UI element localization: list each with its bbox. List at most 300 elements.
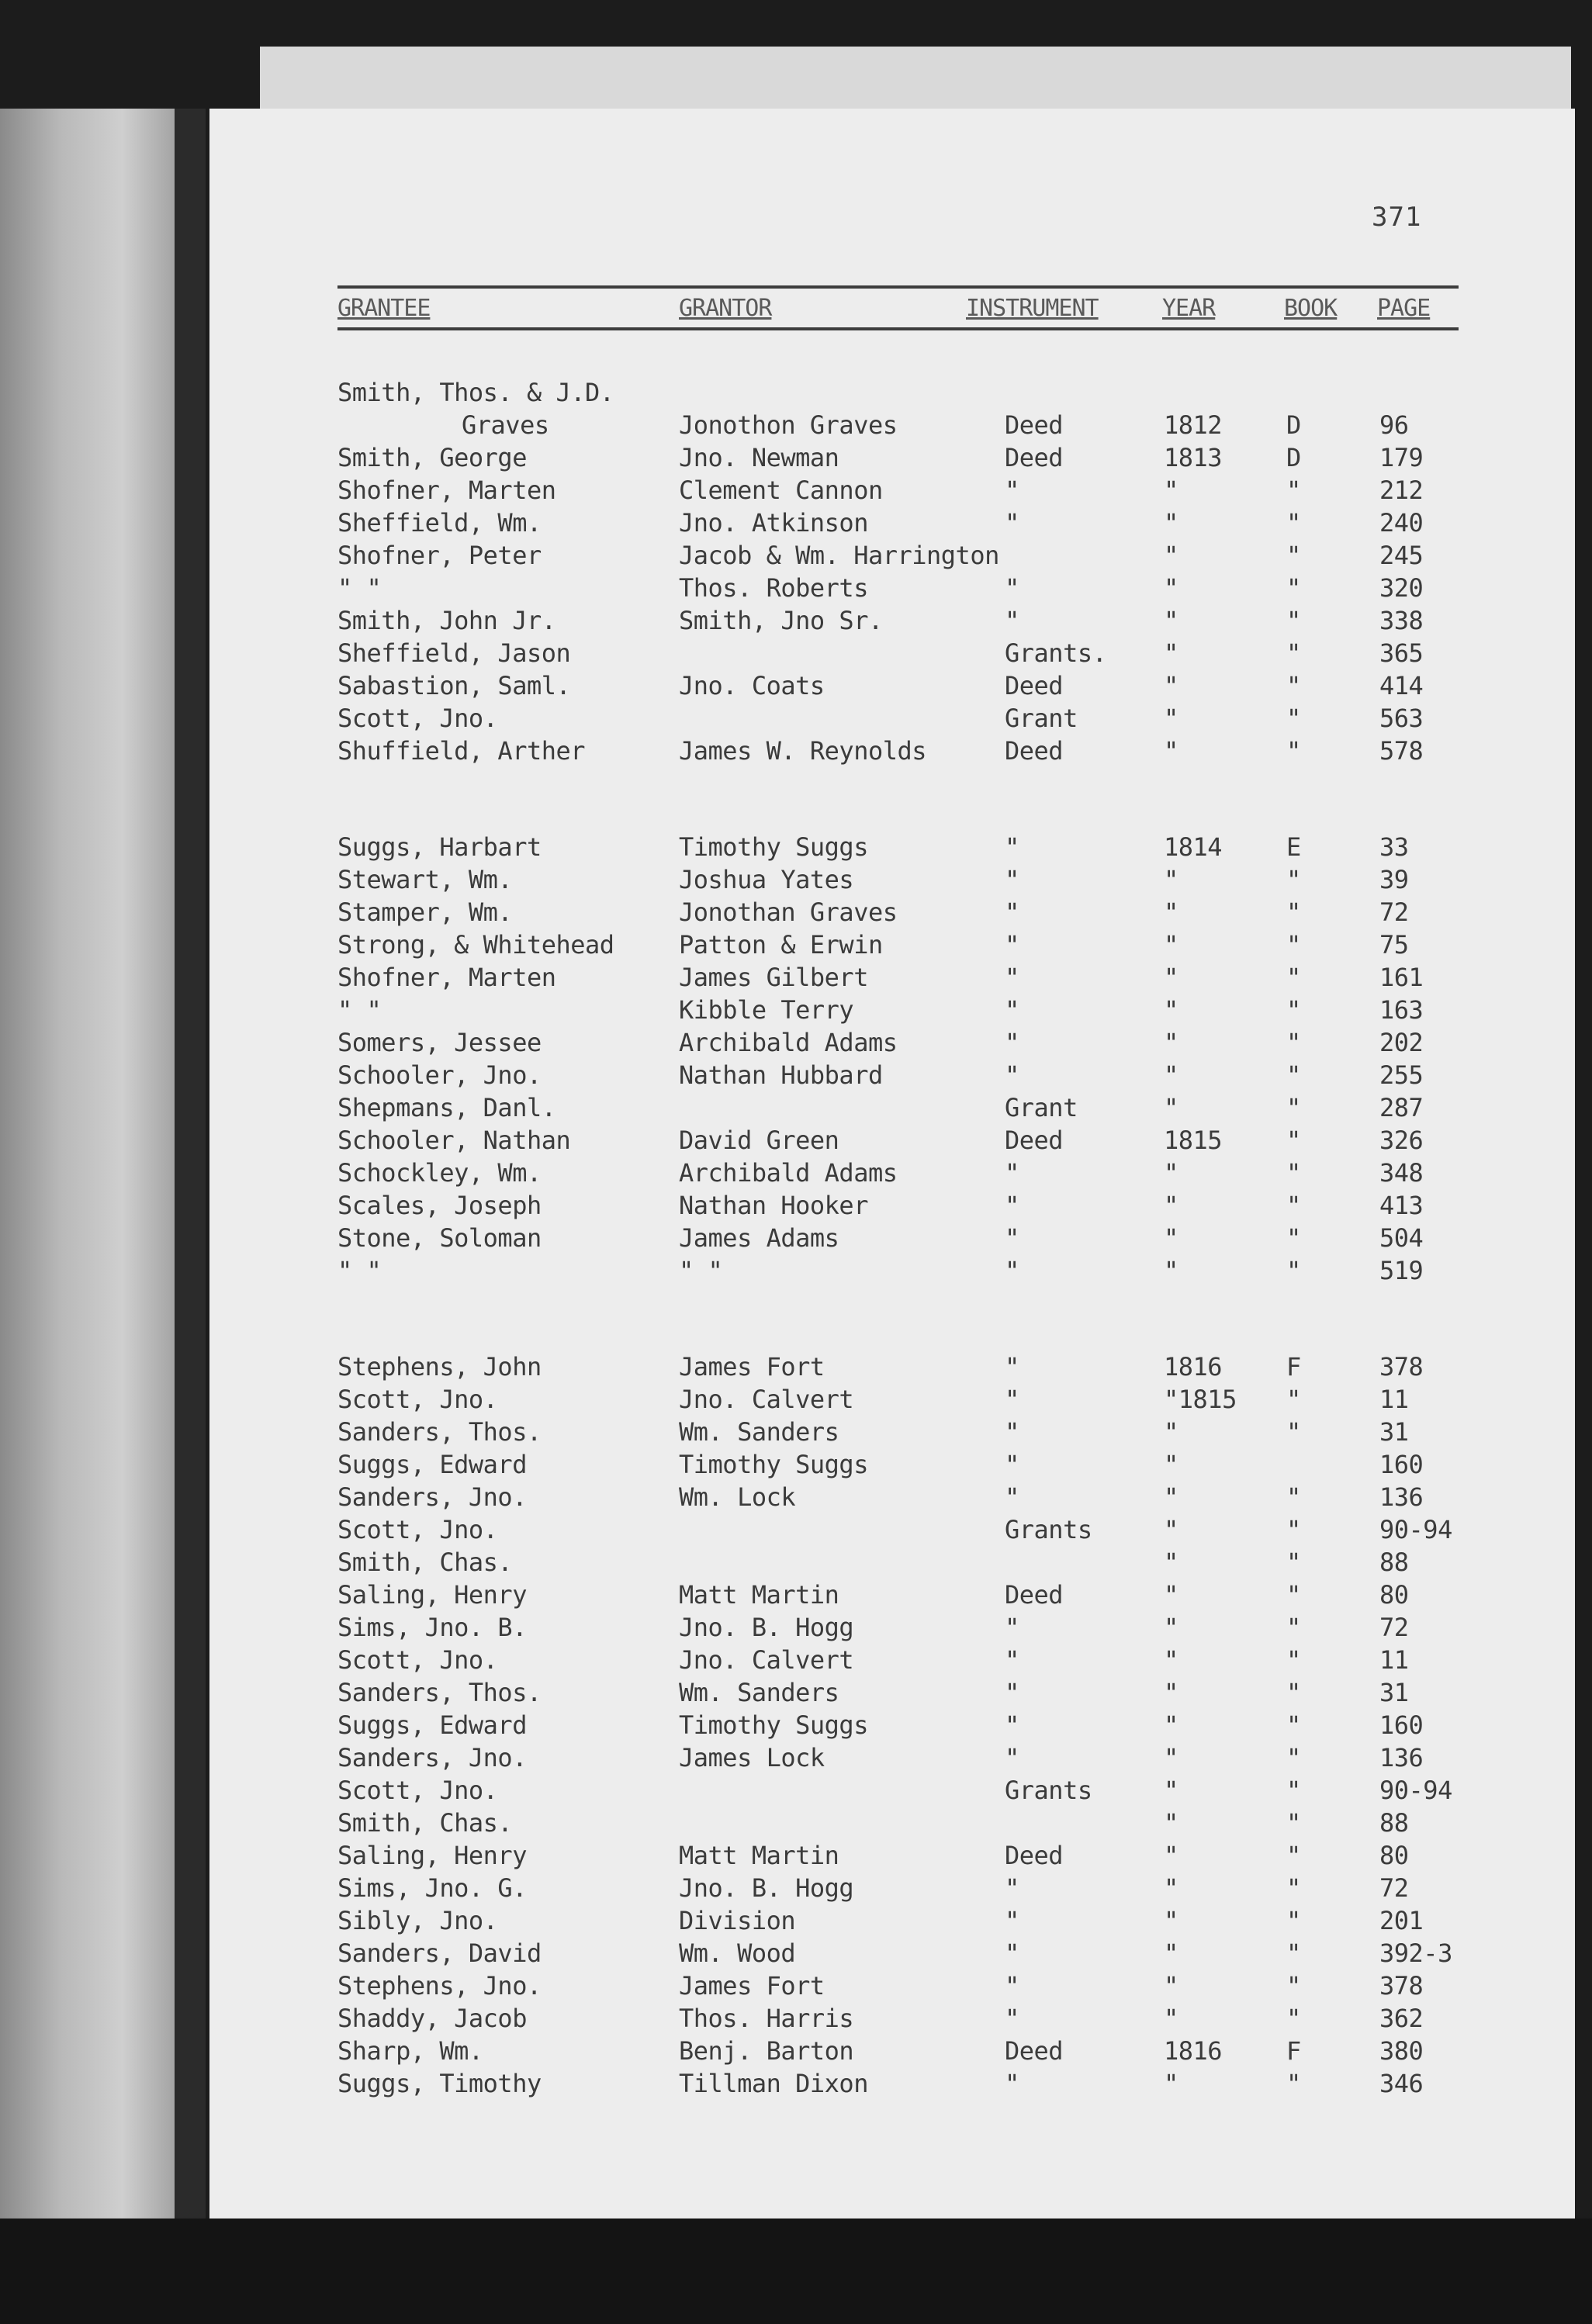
grantee-cell: Stamper, Wm. bbox=[337, 897, 513, 927]
table-row bbox=[209, 1741, 1575, 1774]
grantee-cell: Scott, Jno. bbox=[337, 704, 498, 733]
table-row bbox=[209, 1904, 1575, 1937]
book-cell: " bbox=[1286, 704, 1301, 733]
table-row bbox=[209, 604, 1575, 637]
grantor-cell: David Green bbox=[679, 1126, 839, 1155]
book-cell: " bbox=[1286, 1548, 1301, 1577]
grantee-cell: " " bbox=[337, 573, 382, 603]
book-cell: " bbox=[1286, 1873, 1301, 1903]
year-cell: " bbox=[1164, 1776, 1178, 1805]
book-cell: " bbox=[1286, 1223, 1301, 1253]
table-row bbox=[209, 507, 1575, 539]
grantor-cell: Timothy Suggs bbox=[679, 832, 868, 862]
year-cell: " bbox=[1164, 638, 1178, 668]
year-cell: " bbox=[1164, 2069, 1178, 2098]
table-row bbox=[209, 1189, 1575, 1222]
grantee-cell: Stewart, Wm. bbox=[337, 865, 513, 894]
grantor-cell: " " bbox=[679, 1256, 723, 1285]
year-cell: " bbox=[1164, 1678, 1178, 1707]
grantee-cell: Shofner, Marten bbox=[337, 476, 556, 505]
page-cell: 33 bbox=[1379, 832, 1409, 862]
table-row bbox=[209, 441, 1575, 474]
grantor-cell: Nathan Hubbard bbox=[679, 1060, 883, 1090]
grantor-cell: James W. Reynolds bbox=[679, 736, 927, 766]
page-cell: 160 bbox=[1379, 1710, 1424, 1740]
book-cell: " bbox=[1286, 1417, 1301, 1447]
grantee-cell: Sibly, Jno. bbox=[337, 1906, 498, 1935]
instrument-cell: " bbox=[1005, 1450, 1019, 1479]
grantor-cell: James Adams bbox=[679, 1223, 839, 1253]
table-row bbox=[209, 1579, 1575, 1611]
ledger-rows bbox=[209, 376, 1575, 2100]
instrument-cell: Deed bbox=[1005, 1580, 1064, 1610]
grantee-cell: Suggs, Harbart bbox=[337, 832, 542, 862]
header-grantee: GRANTEE bbox=[337, 295, 431, 322]
instrument-cell: " bbox=[1005, 606, 1019, 635]
page-cell: 578 bbox=[1379, 736, 1424, 766]
table-row bbox=[209, 1513, 1575, 1546]
year-cell: " bbox=[1164, 1938, 1178, 1968]
year-cell: " bbox=[1164, 1841, 1178, 1870]
table-row bbox=[209, 994, 1575, 1026]
instrument-cell: " bbox=[1005, 865, 1019, 894]
grantor-cell: Patton & Erwin bbox=[679, 930, 883, 960]
table-row bbox=[209, 1970, 1575, 2002]
grantee-cell: Smith, Chas. bbox=[337, 1548, 513, 1577]
instrument-cell: " bbox=[1005, 1938, 1019, 1968]
page-cell: 31 bbox=[1379, 1678, 1409, 1707]
table-row bbox=[209, 1644, 1575, 1676]
grantor-cell: Nathan Hooker bbox=[679, 1191, 868, 1220]
page-cell: 90-94 bbox=[1379, 1515, 1452, 1544]
page-cell: 240 bbox=[1379, 508, 1424, 538]
grantee-cell: Scott, Jno. bbox=[337, 1515, 498, 1544]
instrument-cell: Deed bbox=[1005, 2036, 1064, 2066]
book-cell: " bbox=[1286, 1515, 1301, 1544]
book-cell: " bbox=[1286, 1645, 1301, 1675]
grantee-cell: Sims, Jno. G. bbox=[337, 1873, 527, 1903]
table-row bbox=[209, 376, 1575, 409]
instrument-cell: " bbox=[1005, 897, 1019, 927]
binding-gutter bbox=[175, 109, 206, 2219]
book-cell: F bbox=[1286, 1352, 1301, 1382]
instrument-cell: Deed bbox=[1005, 671, 1064, 700]
book-cell: " bbox=[1286, 1093, 1301, 1122]
header-year: YEAR bbox=[1162, 295, 1216, 322]
page-cell: 414 bbox=[1379, 671, 1424, 700]
grantor-cell: Jno. B. Hogg bbox=[679, 1873, 854, 1903]
year-cell: " bbox=[1164, 1808, 1178, 1838]
book-cell: " bbox=[1286, 1710, 1301, 1740]
grantor-cell: Archibald Adams bbox=[679, 1158, 898, 1188]
grantee-cell: Shuffield, Arther bbox=[337, 736, 586, 766]
book-cell: " bbox=[1286, 1158, 1301, 1188]
table-row bbox=[209, 2067, 1575, 2100]
year-cell: 1815 bbox=[1164, 1126, 1223, 1155]
instrument-cell: Grants bbox=[1005, 1515, 1092, 1544]
book-cell: " bbox=[1286, 1028, 1301, 1057]
year-cell: 1812 bbox=[1164, 410, 1223, 440]
book-cell: " bbox=[1286, 1256, 1301, 1285]
book-cell: " bbox=[1286, 897, 1301, 927]
year-cell: " bbox=[1164, 1515, 1178, 1544]
grantee-cell: Suggs, Edward bbox=[337, 1450, 527, 1479]
grantee-cell: Suggs, Timothy bbox=[337, 2069, 542, 2098]
book-cell: " bbox=[1286, 1971, 1301, 2001]
grantee-cell: Stone, Soloman bbox=[337, 1223, 542, 1253]
book-cell: " bbox=[1286, 995, 1301, 1025]
table-row bbox=[209, 1774, 1575, 1807]
instrument-cell: " bbox=[1005, 1158, 1019, 1188]
instrument-cell: " bbox=[1005, 930, 1019, 960]
page-cell: 287 bbox=[1379, 1093, 1424, 1122]
instrument-cell: " bbox=[1005, 832, 1019, 862]
book-cell: " bbox=[1286, 1776, 1301, 1805]
header-instrument: INSTRUMENT bbox=[966, 295, 1099, 322]
table-row bbox=[209, 2035, 1575, 2067]
book-cell: D bbox=[1286, 410, 1301, 440]
page-cell: 72 bbox=[1379, 1873, 1409, 1903]
ledger-page bbox=[209, 109, 1575, 2219]
grantee-cell: Saling, Henry bbox=[337, 1841, 527, 1870]
page-cell: 163 bbox=[1379, 995, 1424, 1025]
grantor-cell: Smith, Jno Sr. bbox=[679, 606, 883, 635]
year-cell: " bbox=[1164, 704, 1178, 733]
grantor-cell: James Gilbert bbox=[679, 963, 868, 992]
page-cell: 380 bbox=[1379, 2036, 1424, 2066]
year-cell: " bbox=[1164, 2004, 1178, 2033]
header-bottom-rule bbox=[337, 327, 1459, 330]
page-cell: 212 bbox=[1379, 476, 1424, 505]
instrument-cell: " bbox=[1005, 2069, 1019, 2098]
page-cell: 320 bbox=[1379, 573, 1424, 603]
instrument-cell: " bbox=[1005, 963, 1019, 992]
grantee-cell: Scales, Joseph bbox=[337, 1191, 542, 1220]
table-row bbox=[209, 572, 1575, 604]
instrument-cell: Grant bbox=[1005, 704, 1078, 733]
table-row bbox=[209, 1416, 1575, 1448]
year-cell: " bbox=[1164, 573, 1178, 603]
instrument-cell: " bbox=[1005, 1645, 1019, 1675]
book-cell: " bbox=[1286, 1808, 1301, 1838]
grantee-cell: Schooler, Jno. bbox=[337, 1060, 542, 1090]
film-border bbox=[0, 2219, 1592, 2324]
grantor-cell: Clement Cannon bbox=[679, 476, 883, 505]
instrument-cell: Grant bbox=[1005, 1093, 1078, 1122]
instrument-cell: " bbox=[1005, 1417, 1019, 1447]
table-row bbox=[209, 1872, 1575, 1904]
book-cell: " bbox=[1286, 1060, 1301, 1090]
page-cell: 11 bbox=[1379, 1645, 1409, 1675]
grantor-cell: Jno. Atkinson bbox=[679, 508, 868, 538]
grantor-cell: James Fort bbox=[679, 1971, 825, 2001]
grantor-cell: Tillman Dixon bbox=[679, 2069, 868, 2098]
year-cell: 1813 bbox=[1164, 443, 1223, 472]
instrument-cell: Deed bbox=[1005, 1126, 1064, 1155]
year-cell: " bbox=[1164, 1743, 1178, 1772]
table-row bbox=[209, 409, 1575, 441]
year-cell: " bbox=[1164, 1060, 1178, 1090]
grantee-cell: Scott, Jno. bbox=[337, 1776, 498, 1805]
grantee-cell: Sims, Jno. B. bbox=[337, 1613, 527, 1642]
year-cell: " bbox=[1164, 1158, 1178, 1188]
page-cell: 392-3 bbox=[1379, 1938, 1452, 1968]
page-cell: 348 bbox=[1379, 1158, 1424, 1188]
instrument-cell: " bbox=[1005, 1191, 1019, 1220]
grantee-cell: Smith, John Jr. bbox=[337, 606, 556, 635]
year-cell: " bbox=[1164, 1710, 1178, 1740]
year-cell: " bbox=[1164, 1450, 1178, 1479]
grantee-cell: Sheffield, Jason bbox=[337, 638, 571, 668]
book-cell: " bbox=[1286, 736, 1301, 766]
grantor-cell: Jno. Coats bbox=[679, 671, 825, 700]
grantee-cell: Scott, Jno. bbox=[337, 1645, 498, 1675]
table-row bbox=[209, 1937, 1575, 1970]
grantor-cell: Timothy Suggs bbox=[679, 1710, 868, 1740]
year-cell: " bbox=[1164, 1906, 1178, 1935]
year-cell: 1814 bbox=[1164, 832, 1223, 862]
year-cell: " bbox=[1164, 1191, 1178, 1220]
grantee-cell: Smith, George bbox=[337, 443, 527, 472]
book-cell: " bbox=[1286, 963, 1301, 992]
page-cell: 201 bbox=[1379, 1906, 1424, 1935]
grantor-cell: Kibble Terry bbox=[679, 995, 854, 1025]
year-cell: " bbox=[1164, 508, 1178, 538]
table-row bbox=[209, 831, 1575, 863]
page-cell: 160 bbox=[1379, 1450, 1424, 1479]
year-cell: " bbox=[1164, 1613, 1178, 1642]
header-grantor: GRANTOR bbox=[679, 295, 772, 322]
book-cell: E bbox=[1286, 832, 1301, 862]
grantee-cell: Schockley, Wm. bbox=[337, 1158, 542, 1188]
year-cell: " bbox=[1164, 1548, 1178, 1577]
page-cell: 179 bbox=[1379, 443, 1424, 472]
grantor-cell: Jonothon Graves bbox=[679, 410, 898, 440]
page-cell: 11 bbox=[1379, 1385, 1409, 1414]
grantor-cell: Jno. Calvert bbox=[679, 1645, 854, 1675]
table-row bbox=[209, 1546, 1575, 1579]
year-cell: "1815 bbox=[1164, 1385, 1237, 1414]
table-row bbox=[209, 896, 1575, 929]
table-row bbox=[209, 961, 1575, 994]
instrument-cell: Deed bbox=[1005, 1841, 1064, 1870]
grantee-cell: Sharp, Wm. bbox=[337, 2036, 483, 2066]
book-cell: " bbox=[1286, 606, 1301, 635]
page-cell: 31 bbox=[1379, 1417, 1409, 1447]
table-row bbox=[209, 1026, 1575, 1059]
table-row bbox=[209, 637, 1575, 669]
grantor-cell: Archibald Adams bbox=[679, 1028, 898, 1057]
page-number: 371 bbox=[1372, 202, 1422, 233]
page-cell: 202 bbox=[1379, 1028, 1424, 1057]
table-row bbox=[209, 474, 1575, 507]
table-row bbox=[209, 1157, 1575, 1189]
year-cell: " bbox=[1164, 1223, 1178, 1253]
table-row bbox=[209, 1448, 1575, 1481]
year-cell: " bbox=[1164, 736, 1178, 766]
page-cell: 39 bbox=[1379, 865, 1409, 894]
grantee-cell: Sanders, Thos. bbox=[337, 1417, 542, 1447]
header-page: PAGE bbox=[1377, 295, 1431, 322]
book-cell: " bbox=[1286, 2069, 1301, 2098]
grantor-cell: Timothy Suggs bbox=[679, 1450, 868, 1479]
year-cell: " bbox=[1164, 865, 1178, 894]
instrument-cell: " bbox=[1005, 1906, 1019, 1935]
book-cell: F bbox=[1286, 2036, 1301, 2066]
header-top-rule bbox=[337, 285, 1459, 289]
instrument-cell: " bbox=[1005, 573, 1019, 603]
grantee-cell: Graves bbox=[462, 410, 549, 440]
book-cell: " bbox=[1286, 930, 1301, 960]
table-row bbox=[209, 1709, 1575, 1741]
book-cell: " bbox=[1286, 865, 1301, 894]
grantor-cell: Division bbox=[679, 1906, 796, 1935]
page-cell: 161 bbox=[1379, 963, 1424, 992]
grantee-cell: Sanders, Jno. bbox=[337, 1482, 527, 1512]
grantee-cell: Sabastion, Saml. bbox=[337, 671, 571, 700]
grantee-cell: Sanders, David bbox=[337, 1938, 542, 1968]
grantee-cell: Shaddy, Jacob bbox=[337, 2004, 527, 2033]
book-cell: " bbox=[1286, 1385, 1301, 1414]
grantor-cell: Jno. B. Hogg bbox=[679, 1613, 854, 1642]
page-cell: 136 bbox=[1379, 1482, 1424, 1512]
grantor-cell: Benj. Barton bbox=[679, 2036, 854, 2066]
page-cell: 96 bbox=[1379, 410, 1409, 440]
instrument-cell: " bbox=[1005, 1710, 1019, 1740]
table-row bbox=[209, 863, 1575, 896]
grantee-cell: Smith, Thos. & J.D. bbox=[337, 378, 614, 407]
grantor-cell: Thos. Harris bbox=[679, 2004, 854, 2033]
grantee-cell: Smith, Chas. bbox=[337, 1808, 513, 1838]
grantor-cell: Thos. Roberts bbox=[679, 573, 868, 603]
grantor-cell: Wm. Sanders bbox=[679, 1417, 839, 1447]
instrument-cell: Grants. bbox=[1005, 638, 1107, 668]
grantor-cell: Jacob & Wm. Harrington bbox=[679, 541, 999, 570]
book-cell: " bbox=[1286, 1743, 1301, 1772]
table-row bbox=[209, 1676, 1575, 1709]
page-cell: 88 bbox=[1379, 1808, 1409, 1838]
book-cell: " bbox=[1286, 1678, 1301, 1707]
grantor-cell: Wm. Wood bbox=[679, 1938, 796, 1968]
page-cell: 72 bbox=[1379, 897, 1409, 927]
table-row bbox=[209, 669, 1575, 702]
table-row bbox=[209, 1383, 1575, 1416]
grantee-cell: Sanders, Jno. bbox=[337, 1743, 527, 1772]
table-row bbox=[209, 2002, 1575, 2035]
instrument-cell: " bbox=[1005, 995, 1019, 1025]
book-cell: " bbox=[1286, 508, 1301, 538]
year-cell: " bbox=[1164, 1482, 1178, 1512]
instrument-cell: " bbox=[1005, 1743, 1019, 1772]
table-row bbox=[209, 1091, 1575, 1124]
table-row bbox=[209, 1611, 1575, 1644]
grantee-cell: Suggs, Edward bbox=[337, 1710, 527, 1740]
year-cell: " bbox=[1164, 995, 1178, 1025]
book-cell: D bbox=[1286, 443, 1301, 472]
book-cell: " bbox=[1286, 638, 1301, 668]
page-cell: 504 bbox=[1379, 1223, 1424, 1253]
book-cell: " bbox=[1286, 1938, 1301, 1968]
grantee-cell: " " bbox=[337, 995, 382, 1025]
table-row bbox=[209, 1254, 1575, 1287]
instrument-cell: " bbox=[1005, 1678, 1019, 1707]
book-cell: " bbox=[1286, 1841, 1301, 1870]
grantor-cell: James Lock bbox=[679, 1743, 825, 1772]
grantee-cell: Shofner, Peter bbox=[337, 541, 542, 570]
grantee-cell: Shepmans, Danl. bbox=[337, 1093, 556, 1122]
grantor-cell: Matt Martin bbox=[679, 1580, 839, 1610]
instrument-cell: " bbox=[1005, 1223, 1019, 1253]
page-cell: 365 bbox=[1379, 638, 1424, 668]
page-cell: 80 bbox=[1379, 1580, 1409, 1610]
grantee-cell: Sanders, Thos. bbox=[337, 1678, 542, 1707]
instrument-cell: " bbox=[1005, 1352, 1019, 1382]
table-row bbox=[209, 1839, 1575, 1872]
year-cell: " bbox=[1164, 1645, 1178, 1675]
grantee-cell: Shofner, Marten bbox=[337, 963, 556, 992]
table-row bbox=[209, 1481, 1575, 1513]
page-cell: 255 bbox=[1379, 1060, 1424, 1090]
header-book: BOOK bbox=[1284, 295, 1338, 322]
grantee-cell: Saling, Henry bbox=[337, 1580, 527, 1610]
book-cell: " bbox=[1286, 1191, 1301, 1220]
book-cell: " bbox=[1286, 1482, 1301, 1512]
table-row bbox=[209, 539, 1575, 572]
adjacent-page-edge bbox=[0, 109, 175, 2219]
instrument-cell: Deed bbox=[1005, 410, 1064, 440]
grantor-cell: Jno. Newman bbox=[679, 443, 839, 472]
book-cell: " bbox=[1286, 1613, 1301, 1642]
year-cell: " bbox=[1164, 1028, 1178, 1057]
year-cell: " bbox=[1164, 1417, 1178, 1447]
grantee-cell: " " bbox=[337, 1256, 382, 1285]
page-cell: 245 bbox=[1379, 541, 1424, 570]
table-row bbox=[209, 929, 1575, 961]
year-cell: " bbox=[1164, 541, 1178, 570]
grantor-cell: Wm. Lock bbox=[679, 1482, 796, 1512]
book-cell: " bbox=[1286, 541, 1301, 570]
book-cell: " bbox=[1286, 1906, 1301, 1935]
page-cell: 378 bbox=[1379, 1352, 1424, 1382]
year-cell: " bbox=[1164, 1971, 1178, 2001]
year-cell: " bbox=[1164, 476, 1178, 505]
instrument-cell: Grants bbox=[1005, 1776, 1092, 1805]
year-cell: " bbox=[1164, 606, 1178, 635]
page-cell: 136 bbox=[1379, 1743, 1424, 1772]
instrument-cell: Deed bbox=[1005, 443, 1064, 472]
instrument-cell: " bbox=[1005, 1385, 1019, 1414]
table-row bbox=[209, 702, 1575, 735]
instrument-cell: " bbox=[1005, 508, 1019, 538]
instrument-cell: " bbox=[1005, 1482, 1019, 1512]
year-cell: 1816 bbox=[1164, 1352, 1223, 1382]
grantee-cell: Stephens, John bbox=[337, 1352, 542, 1382]
page-cell: 75 bbox=[1379, 930, 1409, 960]
year-cell: " bbox=[1164, 1873, 1178, 1903]
instrument-cell: " bbox=[1005, 2004, 1019, 2033]
page-cell: 80 bbox=[1379, 1841, 1409, 1870]
table-row bbox=[209, 1124, 1575, 1157]
table-row bbox=[209, 735, 1575, 767]
grantee-cell: Somers, Jessee bbox=[337, 1028, 542, 1057]
page-cell: 346 bbox=[1379, 2069, 1424, 2098]
grantor-cell: James Fort bbox=[679, 1352, 825, 1382]
instrument-cell: " bbox=[1005, 1256, 1019, 1285]
grantor-cell: Wm. Sanders bbox=[679, 1678, 839, 1707]
book-cell: " bbox=[1286, 1126, 1301, 1155]
page-cell: 413 bbox=[1379, 1191, 1424, 1220]
year-cell: " bbox=[1164, 1580, 1178, 1610]
